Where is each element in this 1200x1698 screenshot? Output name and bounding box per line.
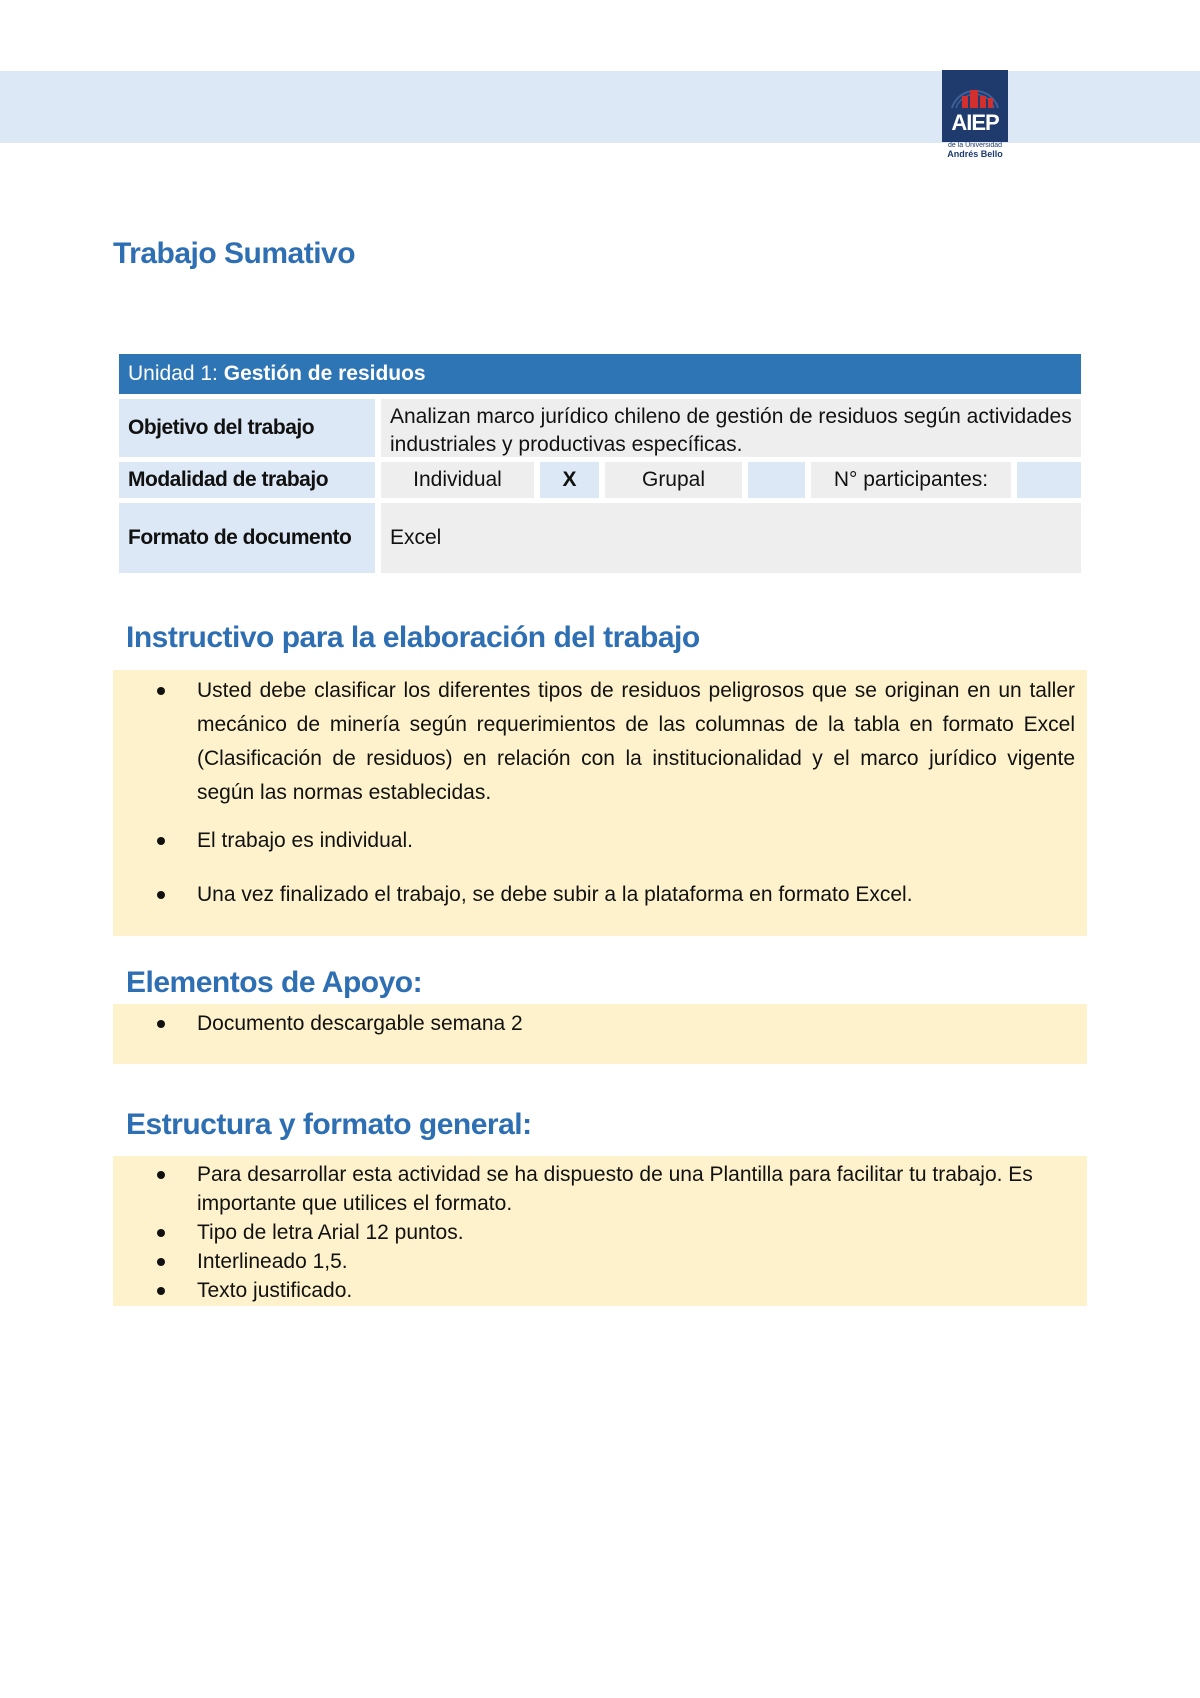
header-band	[0, 71, 1200, 143]
bullet-icon	[157, 1287, 165, 1295]
structure-heading: Estructura y formato general:	[126, 1108, 532, 1141]
individual-option: Individual	[381, 462, 534, 498]
group-option: Grupal	[605, 462, 742, 498]
aiep-logo	[942, 70, 1008, 160]
list-item: Usted debe clasificar los diferentes tipos de residuos peligrosos que se originan en un taller mecánico de minería según requerimientos de las columnas de la tabla en formato Excel (Clasificación de residuos) en relación con la institucionalidad y el marco jurídico vigente según las normas establecidas.	[113, 674, 1087, 810]
objective-value: Analizan marco jurídico chileno de gestión de residuos según actividades industriales y productivas específicas.	[381, 399, 1081, 457]
support-box	[113, 1004, 1087, 1064]
logo-wordmark: AIEP	[951, 110, 999, 135]
instructions-box	[113, 670, 1087, 936]
list-item: Texto justificado.	[113, 1276, 1087, 1305]
participants-value	[1017, 462, 1081, 498]
bullet-icon	[157, 891, 165, 899]
participants-label: N° participantes:	[811, 462, 1011, 498]
structure-box	[113, 1156, 1087, 1306]
list-item: Documento descargable semana 2	[113, 1009, 1087, 1039]
list-item: Para desarrollar esta actividad se ha dispuesto de una Plantilla para facilitar tu trabajo. Es importante que utilices el formato.	[113, 1160, 1087, 1218]
instructions-heading: Instructivo para la elaboración del trabajo	[126, 621, 700, 654]
bullet-icon	[157, 1229, 165, 1237]
bullet-icon	[157, 687, 165, 695]
unit-name: Gestión de residuos	[223, 362, 426, 385]
logo-subtitle: de la Universidad	[947, 142, 1003, 149]
list-item: El trabajo es individual.	[113, 824, 1087, 858]
bullet-icon	[157, 1020, 165, 1028]
bullet-icon	[157, 1171, 165, 1179]
list-item: Una vez finalizado el trabajo, se debe subir a la plataforma en formato Excel.	[113, 878, 1087, 912]
format-value: Excel	[381, 503, 1081, 573]
support-heading: Elementos de Apoyo:	[126, 966, 423, 999]
list-item: Interlineado 1,5.	[113, 1247, 1087, 1276]
group-mark	[748, 462, 805, 498]
objective-label: Objetivo del trabajo	[119, 399, 375, 457]
bullet-icon	[157, 837, 165, 845]
individual-mark: X	[540, 462, 599, 498]
modality-label: Modalidad de trabajo	[119, 462, 375, 498]
logo-university: Andrés Bello	[947, 149, 1003, 159]
bullet-icon	[157, 1258, 165, 1266]
logo-box	[942, 70, 1008, 142]
unit-prefix: Unidad 1:	[128, 362, 224, 385]
unit-header	[119, 354, 1081, 394]
page-title: Trabajo Sumativo	[113, 237, 356, 270]
format-label: Formato de documento	[119, 503, 375, 573]
list-item: Tipo de letra Arial 12 puntos.	[113, 1218, 1087, 1247]
